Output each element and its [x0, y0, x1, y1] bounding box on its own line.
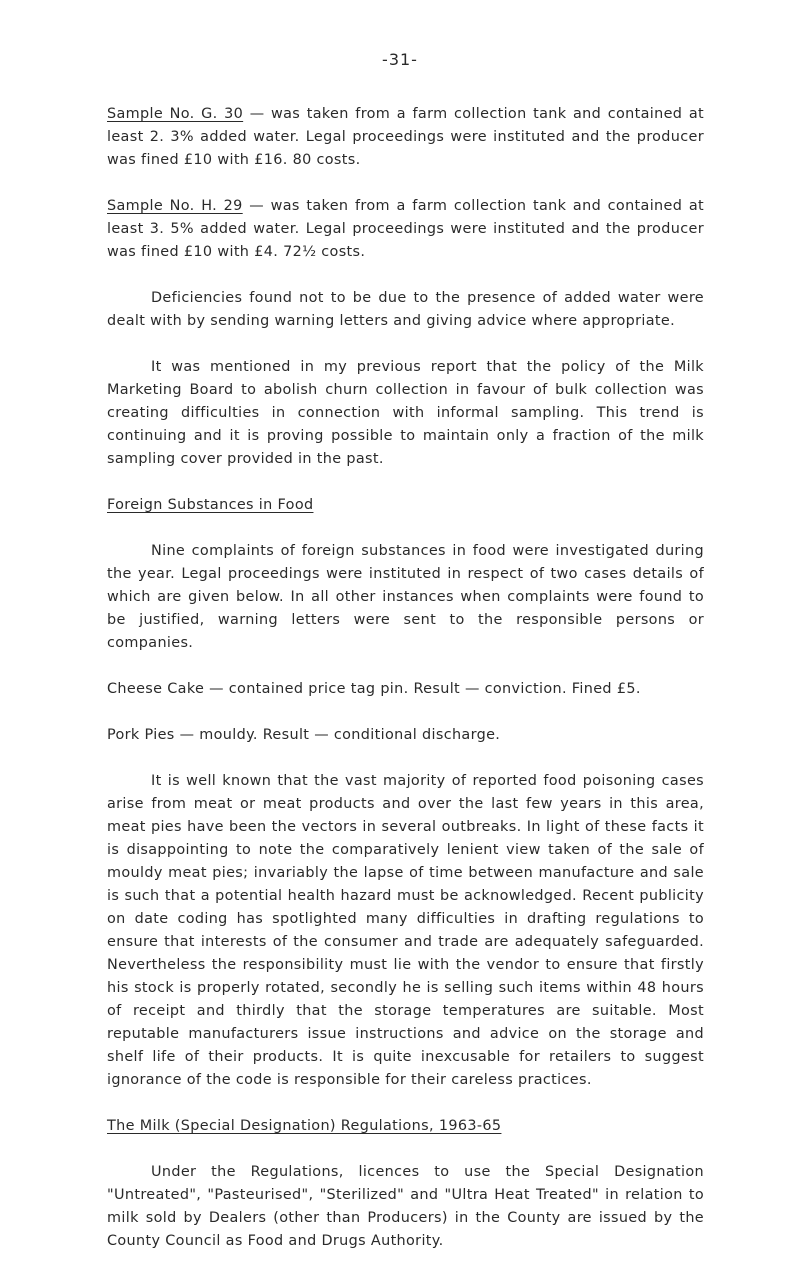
sample-h29-text: — was taken from a farm collection tank and contained at least 3. 5% added water. Legal proceedings were instituted and the producer was fined £10 with £4. 72½ costs.: [107, 198, 704, 260]
sample-h29-label: Sample No. H. 29: [107, 198, 243, 214]
complaints-paragraph: Nine complaints of foreign substances in food were investigated during the year. Legal proceedings were instituted in respect of two cases details of which are given below. In all other instances when complaints were found to be justified, warning letters were sent to the responsible persons or companies.: [107, 543, 704, 651]
pork-pies-case: Pork Pies — mouldy. Result — conditional discharge.: [107, 727, 501, 743]
cheese-cake-case: Cheese Cake — contained price tag pin. Result — conviction. Fined £5.: [107, 681, 641, 697]
milk-marketing-paragraph: It was mentioned in my previous report that the policy of the Milk Marketing Board to abolish churn collection in favour of bulk collection was creating difficulties in connection with informal sampling. This trend is continuing and it is proving possible to maintain only a fraction of the milk sampling cover provided in the past.: [107, 359, 704, 467]
section-heading-milk-regulations: The Milk (Special Designation) Regulations, 1963-65: [107, 1118, 502, 1134]
section-heading-foreign-substances: Foreign Substances in Food: [107, 497, 314, 513]
sample-g30-label: Sample No. G. 30: [107, 106, 244, 122]
sample-g30-text: — was taken from a farm collection tank and contained at least 2. 3% added water. Legal proceedings were instituted and the producer was fined £10 with £16. 80 costs.: [107, 106, 704, 168]
sample-h29-paragraph: [107, 195, 704, 264]
food-poisoning-paragraph: It is well known that the vast majority of reported food poisoning cases arise from meat or meat products and over the last few years in this area, meat pies have been the vectors in several outbreaks. In light of these facts it is disappointing to note the comparatively lenient view taken of the sale of mouldy meat pies; invariably the lapse of time between manufacture and sale is such that a potential health hazard must be acknowledged. Recent publicity on date coding has spotlighted many difficulties in drafting regulations to ensure that interests of the consumer and trade are adequately safeguarded. Nevertheless the responsibility must lie with the vendor to ensure that firstly his stock is properly rotated, secondly he is selling such items within 48 hours of receipt and thirdly that the storage temperatures are suitable. Most reputable manufacturers issue instructions and advice on the storage and shelf life of their products. It is quite inexcusable for retailers to suggest ignorance of the code is responsible for their careless practices.: [107, 773, 704, 1088]
regulations-paragraph: Under the Regulations, licences to use the Special Designation "Untreated", "Pasteurised", "Sterilized" and "Ultra Heat Treated" in relation to milk sold by Dealers (other than Producers) in the County are issued by the County Council as Food and Drugs Authority.: [107, 1164, 704, 1249]
deficiencies-paragraph: Deficiencies found not to be due to the presence of added water were dealt with by sending warning letters and giving advice where appropriate.: [107, 290, 704, 329]
document-body: [107, 103, 704, 1253]
sample-g30-paragraph: [107, 103, 704, 172]
page-number: -31-: [382, 50, 418, 69]
